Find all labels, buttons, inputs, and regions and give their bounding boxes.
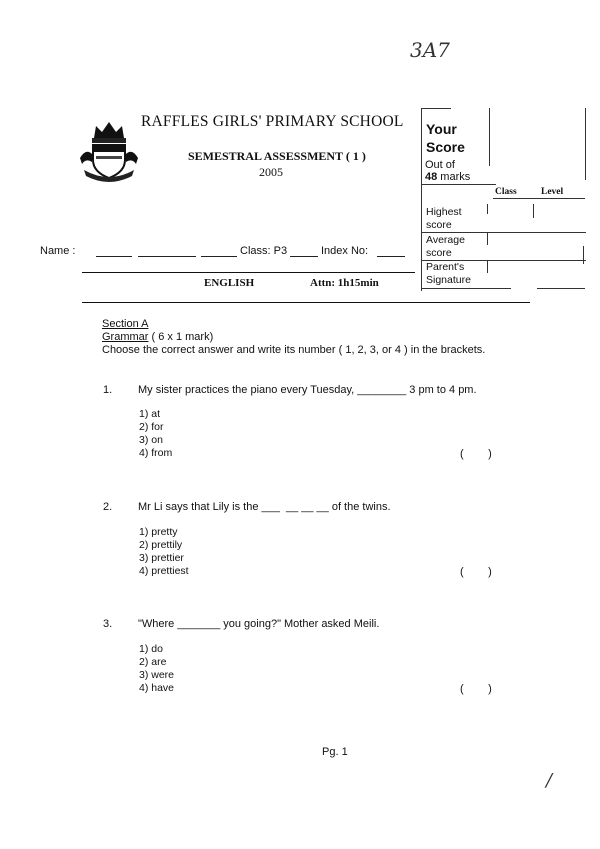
section-title: Section A [102, 318, 149, 330]
option-2: 2) prettily [139, 539, 183, 551]
page-number: Pg. 1 [322, 746, 348, 758]
index-blank[interactable] [377, 256, 405, 257]
question-text: My sister practices the piano every Tuesday, ________ 3 pm to 4 pm. [138, 384, 477, 396]
answer-bracket[interactable]: ( ) [460, 448, 492, 460]
name-blank-2[interactable] [138, 256, 196, 257]
parents-signature-label: Parent's Signature [426, 261, 471, 286]
level-column-header: Level [541, 187, 564, 197]
option-2: 2) are [139, 656, 167, 668]
option-3: 3) prettier [139, 552, 184, 564]
exam-year: 2005 [259, 165, 283, 179]
name-blank[interactable] [96, 256, 132, 257]
page-mark: 3A7 [410, 38, 450, 62]
question-number: 2. [103, 501, 113, 513]
tick-mark: / [546, 770, 553, 791]
class-column-header: Class [495, 187, 517, 197]
question-number: 3. [103, 618, 113, 630]
question-number: 1. [103, 384, 113, 396]
class-blank[interactable] [290, 256, 318, 257]
section-instruction: Choose the correct answer and write its number ( 1, 2, 3, or 4 ) in the brackets. [102, 344, 486, 356]
total-marks-number: 48 [425, 171, 438, 183]
total-marks-word: marks [437, 171, 471, 183]
section-marks: ( 6 x 1 mark) [148, 331, 214, 343]
class-field-label: Class: P3 [240, 245, 288, 257]
your-score-label-2: Score [426, 139, 465, 155]
option-1: 1) do [139, 643, 163, 655]
your-score-label-1: Your [426, 121, 457, 137]
exam-duration: Attn: 1h15min [310, 277, 379, 289]
question-text: Mr Li says that Lily is the ___ __ __ __ of the twins. [138, 501, 391, 513]
option-2: 2) for [139, 421, 164, 433]
index-field-label: Index No: [321, 245, 369, 257]
section-subtitle [102, 331, 213, 343]
option-3: 3) were [139, 669, 175, 681]
option-3: 3) on [139, 434, 163, 446]
out-of-label: Out of [425, 159, 455, 171]
option-1: 1) at [139, 408, 161, 420]
answer-bracket[interactable]: ( ) [460, 566, 492, 578]
school-name: RAFFLES GIRLS' PRIMARY SCHOOL [141, 113, 404, 130]
subject-bottom-rule [82, 302, 530, 303]
average-score-label: Average score [426, 234, 465, 259]
option-4: 4) have [139, 682, 175, 694]
option-4: 4) prettiest [139, 565, 189, 577]
option-4: 4) from [139, 447, 173, 459]
answer-bracket[interactable]: ( ) [460, 683, 492, 695]
name-field-label: Name : [40, 245, 76, 257]
subject-name: ENGLISH [204, 277, 255, 289]
school-crest-logo [78, 118, 140, 184]
total-marks [425, 171, 470, 183]
question-text: "Where _______ you going?" Mother asked Meili. [138, 618, 380, 630]
highest-score-label: Highest score [426, 206, 462, 231]
exam-title: SEMESTRAL ASSESSMENT ( 1 ) [188, 149, 366, 163]
option-1: 1) pretty [139, 526, 178, 538]
section-subtitle-text: Grammar [102, 331, 149, 343]
subject-top-rule [82, 272, 415, 273]
name-blank-3[interactable] [201, 256, 237, 257]
